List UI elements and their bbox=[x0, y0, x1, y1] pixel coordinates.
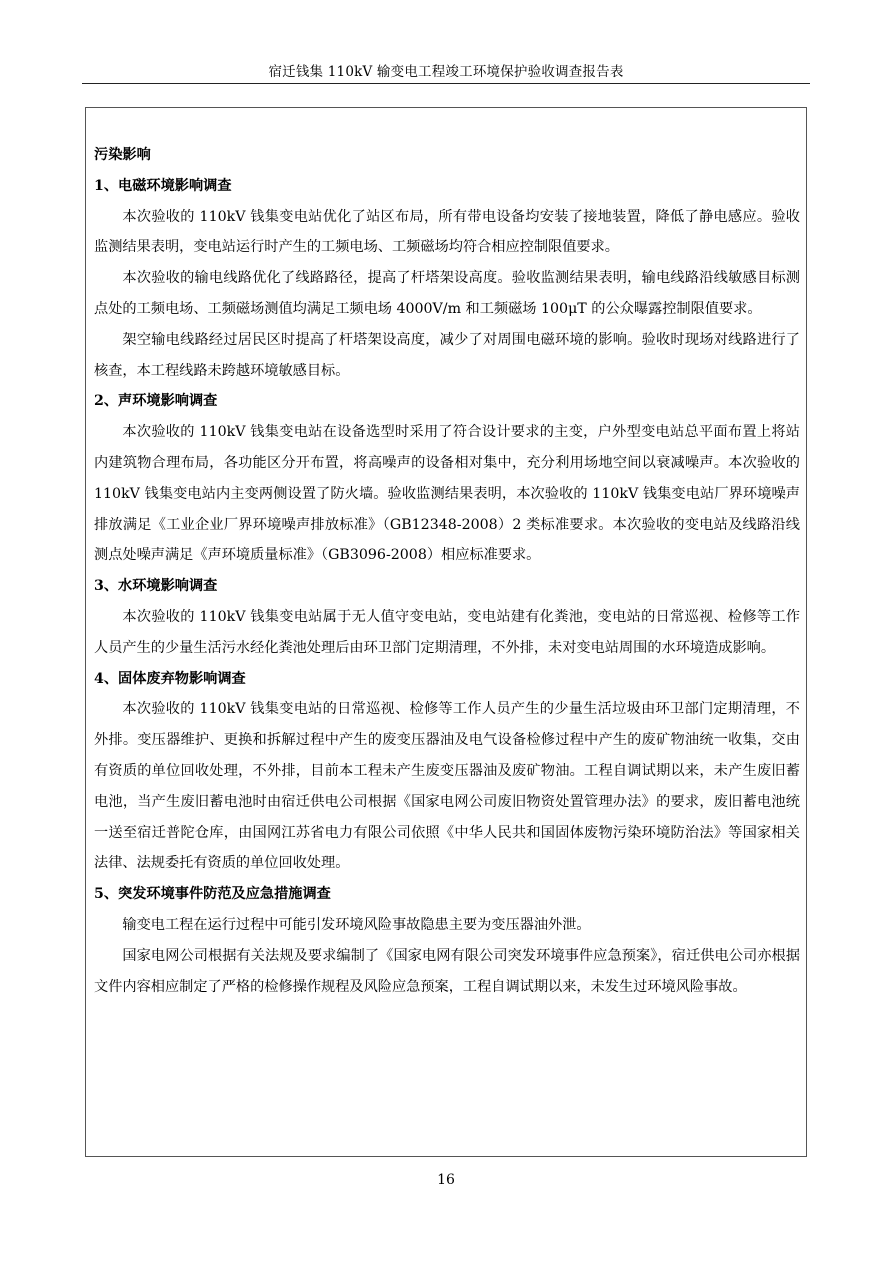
report-content bbox=[94, 140, 800, 1002]
section-paragraph: 国家电网公司根据有关法规及要求编制了《国家电网有限公司突发环境事件应急预案》，宿迁供电公司亦根据文件内容相应制定了严格的检修操作规程及风险应急预案，工程自调试期以来，未发生过环境风险事故。 bbox=[94, 947, 800, 995]
section-paragraph: 输变电工程在运行过程中可能引发环境风险事故隐患主要为变压器油外泄。 bbox=[122, 916, 591, 933]
section-paragraph: 本次验收的 110kV 钱集变电站优化了站区布局，所有带电设备均安装了接地装置，降低了静电感应。验收监测结果表明，变电站运行时产生的工频电场、工频磁场均符合相应控制限值要求。 bbox=[94, 208, 800, 256]
section-heading-emergency: 5、突发环境事件防范及应急措施调查 bbox=[94, 886, 331, 903]
section-heading-water: 3、水环境影响调查 bbox=[94, 578, 218, 595]
section-heading-acoustic: 2、声环境影响调查 bbox=[94, 393, 218, 410]
section-paragraph: 本次验收的 110kV 钱集变电站属于无人值守变电站，变电站建有化粪池，变电站的日常巡视、检修等工作人员产生的少量生活污水经化粪池处理后由环卫部门定期清理，不外排，未对变电站周围的水环境造成影响。 bbox=[94, 608, 800, 656]
section-paragraph: 本次验收的输电线路优化了线路路径，提高了杆塔架设高度。验收监测结果表明，输电线路沿线敏感目标测点处的工频电场、工频磁场测值均满足工频电场 4000V/m 和工频磁场 100μT 的公众曝露控制限值要求。 bbox=[94, 270, 800, 317]
section-paragraph: 本次验收的 110kV 钱集变电站的日常巡视、检修等工作人员产生的少量生活垃圾由环卫部门定期清理，不外排。变压器维护、更换和拆解过程中产生的废变压器油及电气设备检修过程中产生的废矿物油统一收集，交由有资质的单位回收处理，不外排，目前本工程未产生废变压器油及废矿物油。工程自调试期以来，未产生废旧蓄电池，当产生废旧蓄电池时由宿迁供电公司根据《国家电网公司废旧物资处置管理办法》的要求，废旧蓄电池统一送至宿迁普陀仓库，由国网江苏省电力有限公司依照《中华人民共和国固体废物污染环境防治法》等国家相关法律、法规委托有资质的单位回收处理。 bbox=[94, 701, 800, 872]
main-heading: 污染影响 bbox=[94, 147, 151, 163]
header-rule bbox=[82, 83, 810, 84]
page-number: 16 bbox=[437, 1172, 455, 1188]
document-header: 宿迁钱集 110kV 输变电工程竣工环境保护验收调查报告表 bbox=[268, 64, 624, 80]
section-heading-solid-waste: 4、固体废弃物影响调查 bbox=[94, 670, 246, 687]
section-heading-electromagnetic: 1、电磁环境影响调查 bbox=[94, 177, 232, 194]
section-paragraph: 本次验收的 110kV 钱集变电站在设备选型时采用了符合设计要求的主变，户外型变电站总平面布置上将站内建筑物合理布局，各功能区分开布置，将高噪声的设备相对集中，充分利用场地空间以衰减噪声。本次验收的 110kV 钱集变电站内主变两侧设置了防火墙。验收监测结果表明，本次验收的 110kV 钱集变电站厂界环境噪声排放满足《工业企业厂界环境噪声排放标准》（GB12348-2008）2 类标准要求。本次验收的变电站及线路沿线测点处噪声满足《声环境质量标准》（GB3096-2008）相应标准要求。 bbox=[94, 424, 800, 564]
section-paragraph: 架空输电线路经过居民区时提高了杆塔架设高度，减少了对周围电磁环境的影响。验收时现场对线路进行了核查，本工程线路未跨越环境敏感目标。 bbox=[94, 331, 800, 379]
